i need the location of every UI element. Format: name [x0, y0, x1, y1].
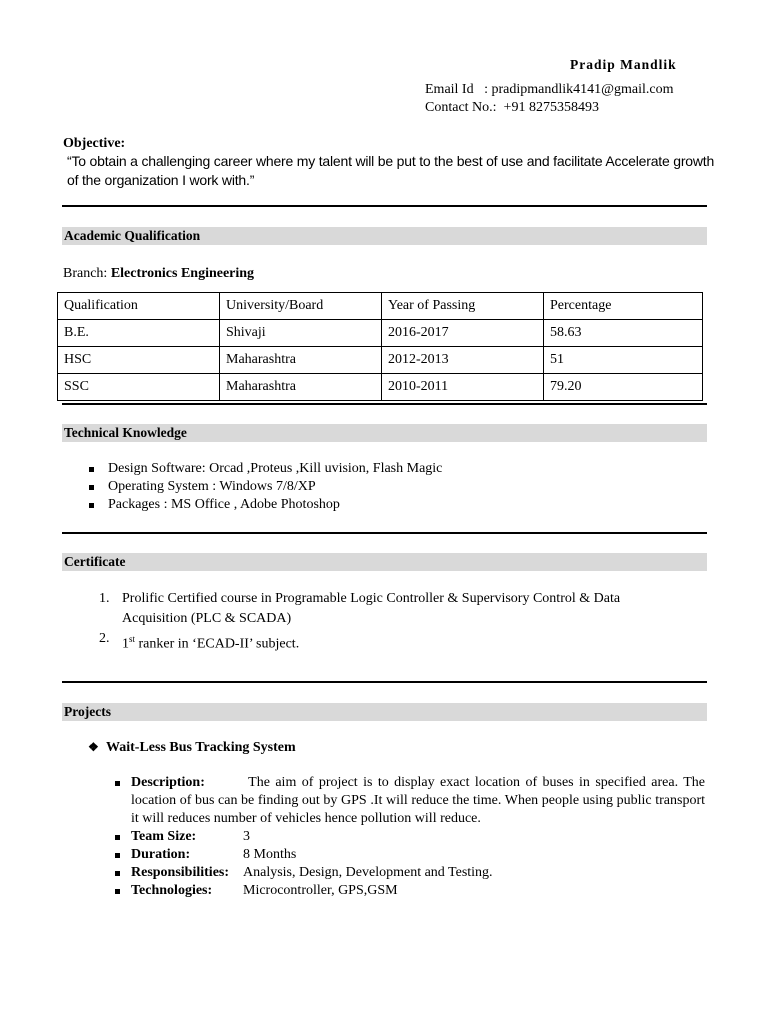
duration-key: Duration:	[131, 847, 191, 862]
project-duration	[113, 846, 705, 864]
objective-heading: Objective:	[63, 136, 126, 151]
project-title-line	[88, 740, 296, 756]
table-cell: Maharashtra	[220, 347, 382, 374]
contact-label: Contact No.:	[425, 100, 497, 115]
list-number: 2.	[99, 631, 110, 646]
table-header-cell: Year of Passing	[382, 293, 544, 320]
rank-suffix: st	[129, 634, 136, 644]
project-details	[113, 774, 705, 900]
tech-key: Technologies:	[131, 883, 213, 898]
list-item: Design Software: Orcad ,Proteus ,Kill uvision, Flash Magic	[86, 460, 686, 478]
table-cell: Maharashtra	[220, 374, 382, 401]
academic-heading: Academic Qualification	[62, 227, 707, 245]
objective-text	[67, 152, 747, 190]
certificate-line-2: Acquisition (PLC & SCADA)	[122, 611, 292, 626]
description-value: The aim of project is to display exact location of buses in specified area. The location of bus can be finding out by GPS .It will reduce the time. When people using public transport it will reduces number of vehicles hence pollution will reduce.	[131, 775, 705, 826]
list-number: 1.	[99, 591, 110, 606]
rank-text: ranker in ‘ECAD-II’ subject.	[135, 636, 300, 652]
technical-list	[86, 460, 686, 514]
section-divider	[62, 681, 707, 683]
list-item	[95, 589, 695, 629]
qualification-table	[57, 292, 703, 401]
project-description	[113, 774, 705, 828]
list-item: Operating System : Windows 7/8/XP	[86, 478, 686, 496]
candidate-name: Pradip Mandlik	[570, 57, 677, 72]
email-label: Email Id	[425, 82, 474, 97]
certificate-heading: Certificate	[62, 553, 707, 571]
branch-value: Electronics Engineering	[110, 266, 255, 281]
team-key: Team Size:	[131, 829, 197, 844]
rank-number: 1	[122, 636, 129, 652]
table-cell: Shivaji	[220, 320, 382, 347]
objective-line-2: of the organization I work with.”	[67, 172, 255, 188]
email-value: : pradipmandlik4141@gmail.com	[484, 82, 674, 97]
branch-line	[63, 266, 254, 282]
project-technologies	[113, 882, 705, 900]
duration-value: 8 Months	[243, 847, 297, 862]
email-line	[425, 81, 674, 99]
contact-block	[425, 81, 674, 117]
certificate-list	[95, 589, 695, 655]
table-cell: 2010-2011	[382, 374, 544, 401]
technical-heading: Technical Knowledge	[62, 424, 707, 442]
table-header-cell: University/Board	[220, 293, 382, 320]
table-row	[58, 320, 703, 347]
section-divider	[62, 205, 707, 207]
table-row	[58, 374, 703, 401]
section-divider	[62, 532, 707, 534]
resp-value: Analysis, Design, Development and Testing.	[243, 865, 493, 880]
description-key: Description:	[131, 775, 205, 790]
team-value: 3	[243, 829, 250, 844]
table-cell: 79.20	[544, 374, 703, 401]
table-cell: 2012-2013	[382, 347, 544, 374]
table-row	[58, 347, 703, 374]
table-header-cell: Qualification	[58, 293, 220, 320]
resp-key: Responsibilities:	[131, 865, 230, 880]
objective-line-1: “To obtain a challenging career where my talent will be put to the best of use and facilitate Accelerate growth	[67, 153, 715, 169]
certificate-line-1: Prolific Certified course in Programable Logic Controller & Supervisory Control & Data	[122, 591, 621, 606]
table-header-cell: Percentage	[544, 293, 703, 320]
branch-label: Branch:	[63, 266, 108, 281]
project-team-size	[113, 828, 705, 846]
diamond-bullet-icon: ❖	[88, 740, 99, 754]
contact-line	[425, 99, 674, 117]
table-cell: 2016-2017	[382, 320, 544, 347]
list-item: Packages : MS Office , Adobe Photoshop	[86, 496, 686, 514]
table-cell: SSC	[58, 374, 220, 401]
projects-heading: Projects	[62, 703, 707, 721]
contact-value: +91 8275358493	[503, 100, 599, 115]
tech-value: Microcontroller, GPS,GSM	[243, 883, 398, 898]
list-item	[95, 629, 695, 655]
table-cell: 58.63	[544, 320, 703, 347]
table-cell: HSC	[58, 347, 220, 374]
section-divider	[62, 403, 707, 405]
project-responsibilities	[113, 864, 705, 882]
table-header-row	[58, 293, 703, 320]
table-cell: B.E.	[58, 320, 220, 347]
project-title: Wait-Less Bus Tracking System	[106, 740, 296, 755]
table-cell: 51	[544, 347, 703, 374]
